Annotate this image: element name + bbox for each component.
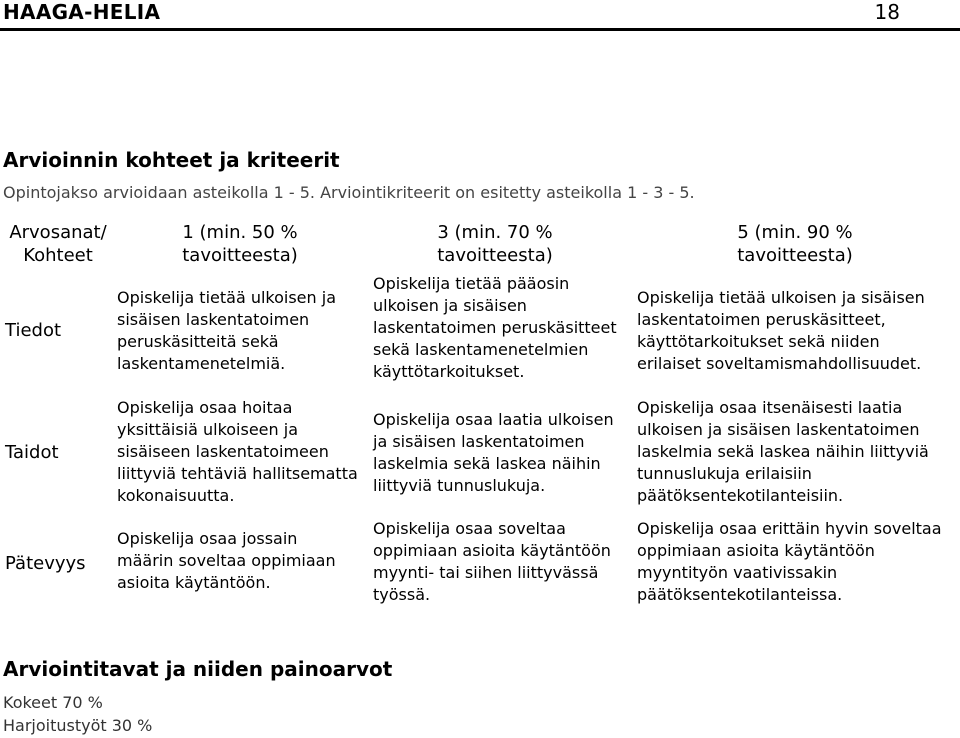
column-header-grade-1: [155, 221, 325, 267]
text-line: erilaiset soveltamismahdollisuudet.: [637, 354, 922, 373]
header-line: Kohteet: [23, 245, 93, 266]
column-header-grade-5: [710, 221, 880, 267]
cell-patevyys-grade-1: [117, 528, 336, 594]
cell-taidot-grade-1: [117, 397, 358, 507]
text-line: määrin soveltaa oppimiaan: [117, 551, 336, 570]
text-line: ulkoisen ja sisäisen laskentatoimen: [637, 420, 920, 439]
text-line: käyttötarkoitukset.: [373, 362, 525, 381]
row-label-tiedot: Tiedot: [5, 320, 62, 341]
text-line: Opiskelija tietää ulkoisen ja sisäisen: [637, 288, 925, 307]
text-line: Opiskelija osaa laatia ulkoisen: [373, 410, 614, 429]
method-item-assignments: Harjoitustyöt 30 %: [3, 716, 153, 735]
method-item-exams: Kokeet 70 %: [3, 693, 103, 712]
text-line: päätöksentekotilanteissa.: [637, 585, 843, 604]
column-header-grade-3: [410, 221, 580, 267]
text-line: kokonaisuutta.: [117, 486, 235, 505]
text-line: sekä laskentamenetelmien: [373, 340, 589, 359]
text-line: laskentamenetelmiä.: [117, 354, 286, 373]
text-line: oppimiaan asioita käytäntöön: [373, 541, 611, 560]
text-line: laskelmia sekä laskea näihin: [373, 454, 601, 473]
cell-patevyys-grade-5: [637, 518, 942, 606]
text-line: liittyviä tunnuslukuja.: [373, 476, 546, 495]
text-line: laskentatoimen peruskäsitteet,: [637, 310, 886, 329]
text-line: tunnuslukuja erilaisiin: [637, 464, 812, 483]
text-line: myyntityön vaativissakin: [637, 563, 838, 582]
cell-tiedot-grade-5: [637, 287, 925, 375]
cell-taidot-grade-5: [637, 397, 929, 507]
text-line: Opiskelija osaa erittäin hyvin soveltaa: [637, 519, 942, 538]
header-line: tavoitteesta): [737, 245, 853, 266]
header-line: 1 (min. 50 %: [182, 222, 298, 243]
text-line: työssä.: [373, 585, 431, 604]
column-header-criteria: [8, 221, 108, 267]
header-line: tavoitteesta): [437, 245, 553, 266]
header-line: 3 (min. 70 %: [437, 222, 553, 243]
text-line: myynti- tai siihen liittyvässä: [373, 563, 599, 582]
page-number: 18: [874, 0, 900, 24]
text-line: Opiskelija osaa soveltaa: [373, 519, 566, 538]
text-line: ulkoisen ja sisäisen: [373, 296, 527, 315]
page-title: Arvioinnin kohteet ja kriteerit: [3, 148, 340, 172]
text-line: sisäiseen laskentatoimeen: [117, 442, 329, 461]
text-line: laskentatoimen peruskäsitteet: [373, 318, 617, 337]
methods-heading: Arviointitavat ja niiden painoarvot: [3, 657, 393, 681]
text-line: liittyviä tehtäviä hallitsematta: [117, 464, 358, 483]
text-line: Opiskelija tietää pääosin: [373, 274, 570, 293]
header-line: 5 (min. 90 %: [737, 222, 853, 243]
subtitle: Opintojakso arvioidaan asteikolla 1 - 5. Arviointikriteerit on esitetty asteikolla 1 - 3 - 5.: [3, 183, 695, 202]
text-line: sisäisen laskentatoimen: [117, 310, 310, 329]
text-line: asioita käytäntöön.: [117, 573, 271, 592]
brand-logo-text: HAAGA-HELIA: [3, 0, 161, 24]
cell-patevyys-grade-3: [373, 518, 611, 606]
text-line: laskelmia sekä laskea näihin liittyviä: [637, 442, 929, 461]
text-line: Opiskelija tietää ulkoisen ja: [117, 288, 336, 307]
header-line: Arvosanat/: [9, 222, 107, 243]
text-line: peruskäsitteitä sekä: [117, 332, 279, 351]
header-line: tavoitteesta): [182, 245, 298, 266]
header-rule: [0, 28, 960, 31]
text-line: oppimiaan asioita käytäntöön: [637, 541, 875, 560]
cell-tiedot-grade-3: [373, 273, 617, 383]
text-line: ja sisäisen laskentatoimen: [373, 432, 585, 451]
cell-tiedot-grade-1: [117, 287, 336, 375]
text-line: Opiskelija osaa itsenäisesti laatia: [637, 398, 903, 417]
text-line: Opiskelija osaa hoitaa: [117, 398, 293, 417]
text-line: yksittäisiä ulkoiseen ja: [117, 420, 298, 439]
text-line: päätöksentekotilanteisiin.: [637, 486, 844, 505]
text-line: käyttötarkoitukset sekä niiden: [637, 332, 880, 351]
row-label-patevyys: Pätevyys: [5, 553, 86, 574]
text-line: Opiskelija osaa jossain: [117, 529, 298, 548]
row-label-taidot: Taidot: [5, 442, 59, 463]
cell-taidot-grade-3: [373, 409, 614, 497]
